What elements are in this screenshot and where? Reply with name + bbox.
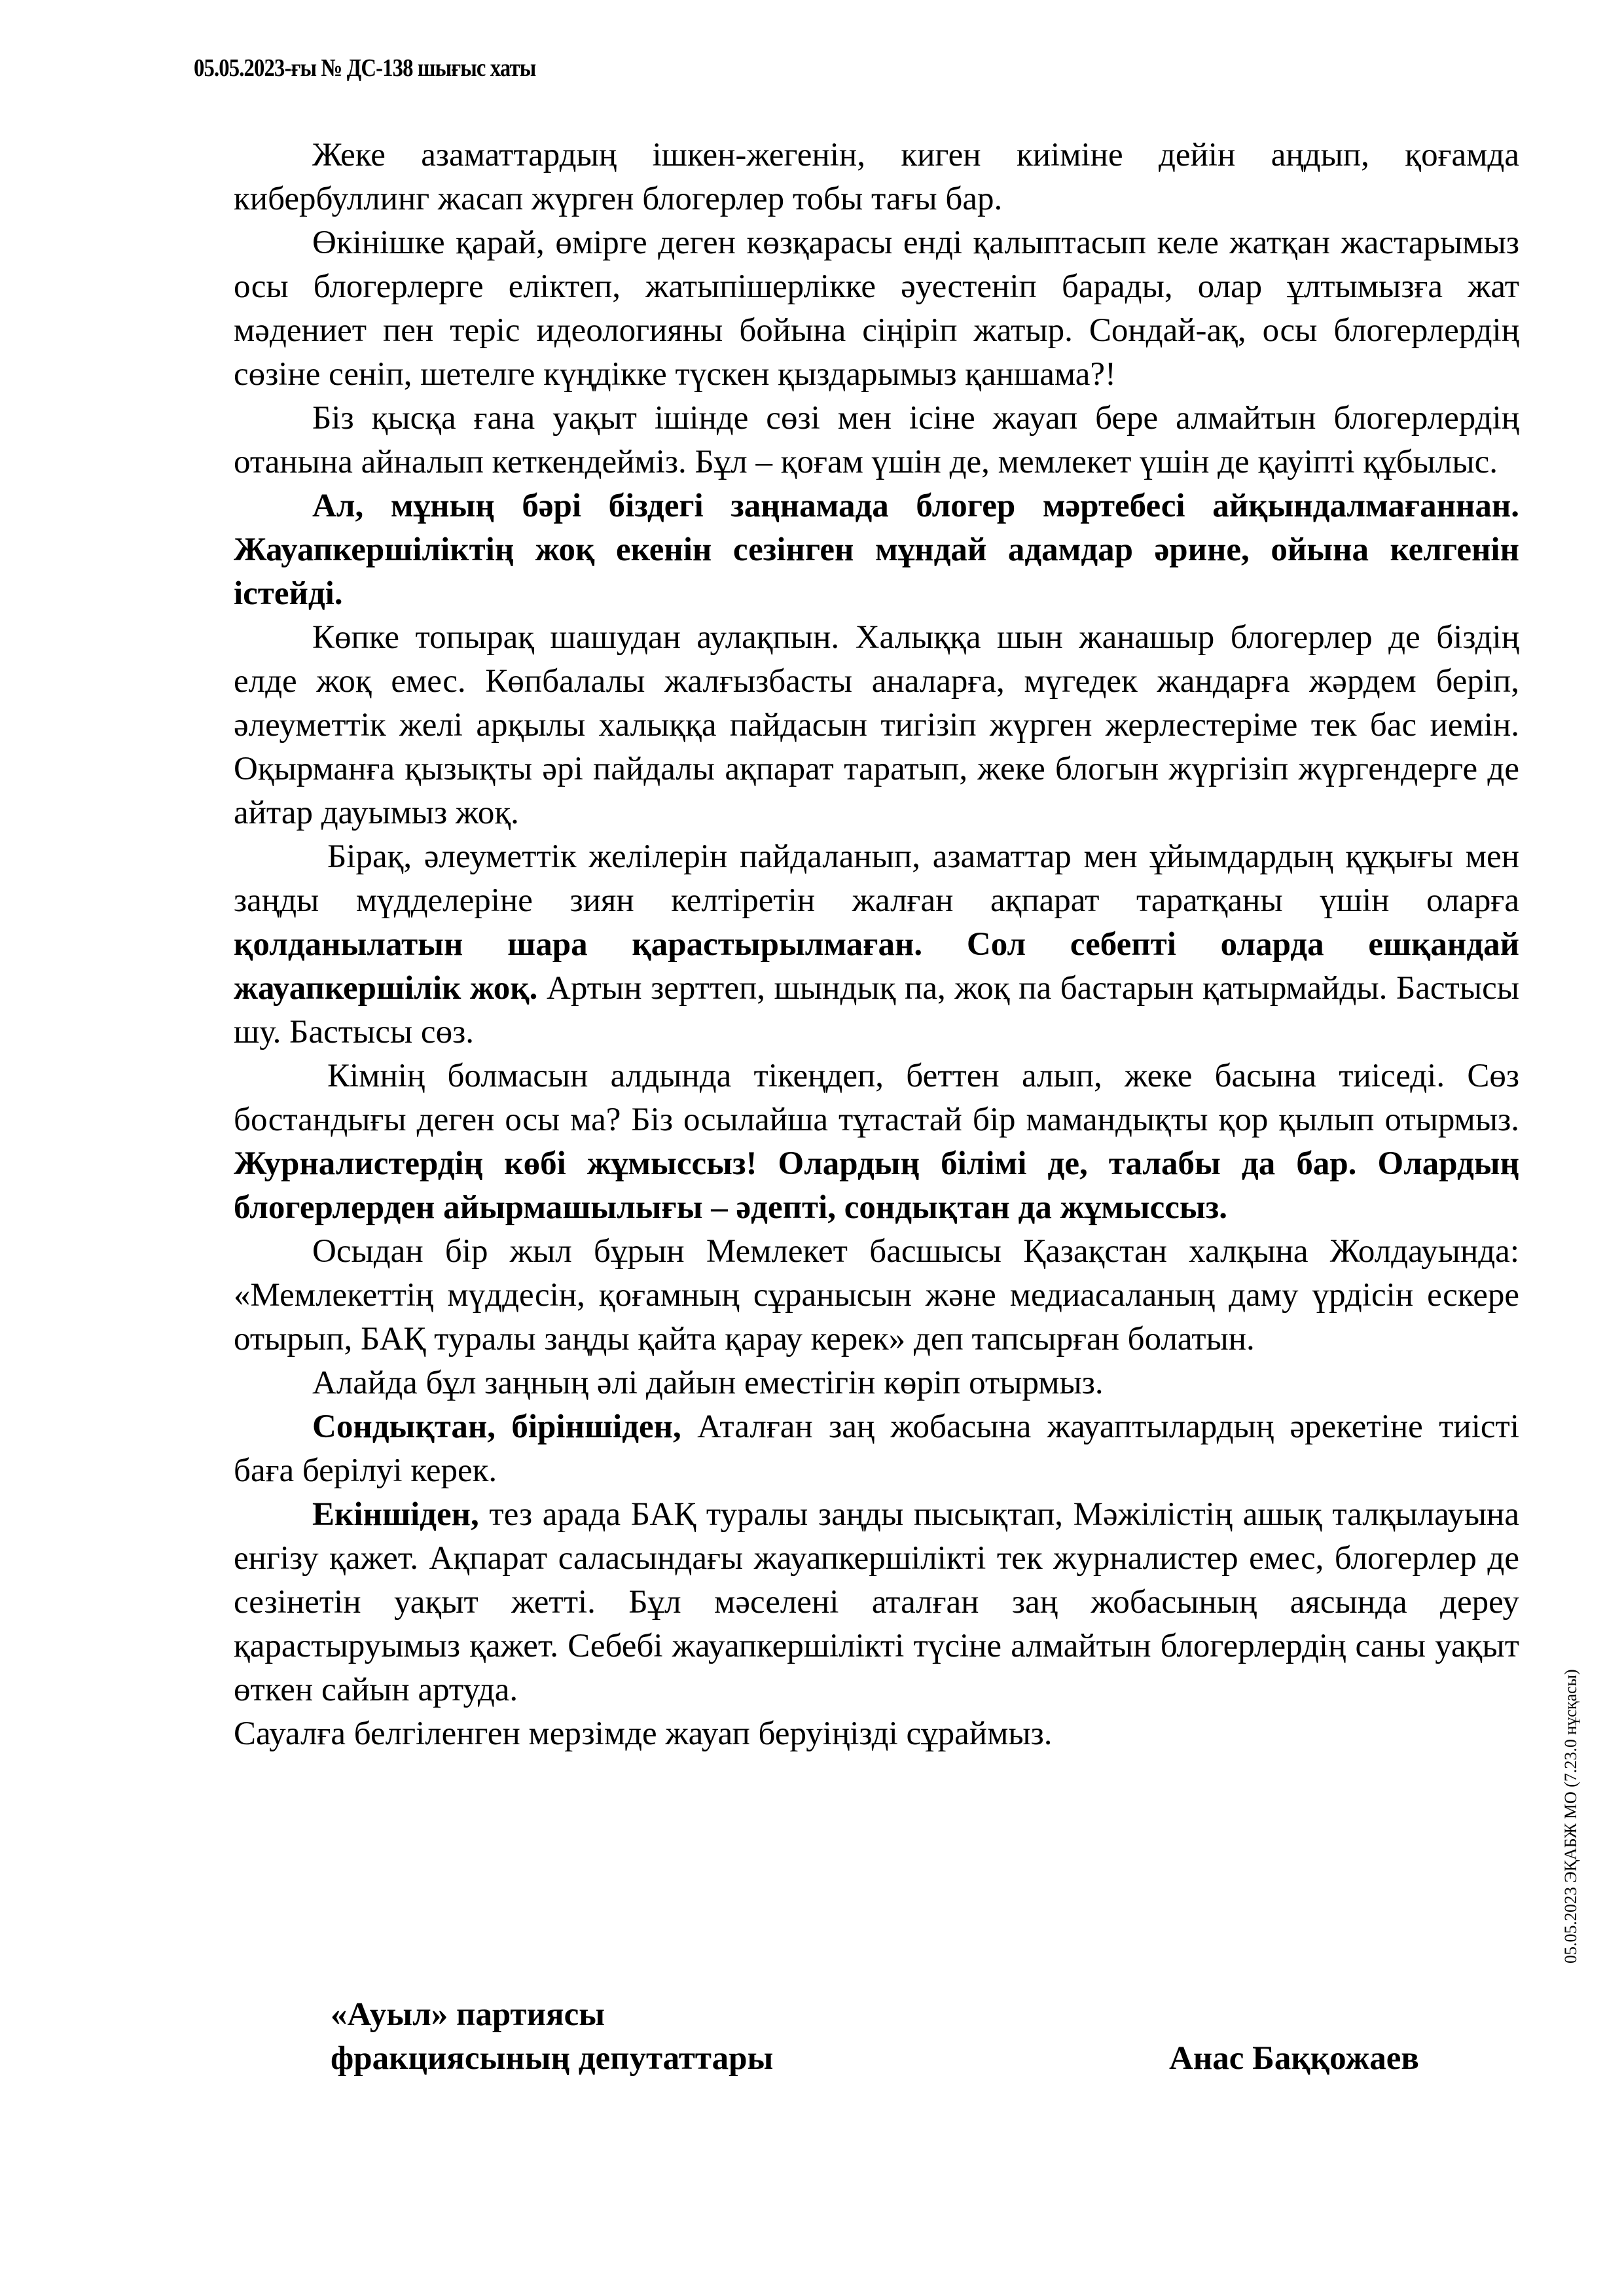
paragraph-first-demand-rest: Аталған заң жобасына жауаптылардың әрекетіне тиісті баға берілуі керек. — [234, 1408, 1519, 1489]
signature-party — [331, 1993, 773, 2081]
paragraph-false-information-start: Бірақ, әлеуметтік желілерін пайдаланып, азаматтар мен ұйымдардың құқығы мен заңды мүдделеріне зиян келтіретін жалған ақпарат таратқаны үшін оларға — [234, 838, 1519, 919]
paragraph-second-demand-rest: тез арада БАҚ туралы заңды пысықтап, Мәжілістің ашық талқылауына енгізу қажет. Ақпарат саласындағы жауапкершілікті тек журналистер емес, блогерлер де сезінетін уақыт жетті. Бұл мәселені аталған заң жобасының аясында дереу қарастыруымыз қажет. Себебі жауапкершілікті түсіне алмайтын блогерлердің саны уақыт өткен сайын артуда. — [234, 1496, 1519, 1708]
paragraph-presidential-address: Осыдан бір жыл бұрын Мемлекет басшысы Қазақстан халқына Жолдауында: «Мемлекеттің мүддесін, қоғамның сұранысын және медиасаланың даму үрдісін ескере отырып, БАҚ туралы заңды қайта қарау керек» деп тапсырған болатын. — [234, 1233, 1519, 1357]
letter-body — [234, 134, 1519, 1756]
paragraph-first-demand-bold: Сондықтан, біріншіден, — [312, 1408, 681, 1445]
paragraph-false-information-end: Артын зерттеп, шындық па, жоқ па бастарын қатырмайды. Бастысы шу. Бастысы сөз. — [234, 970, 1519, 1050]
paragraph-good-bloggers: Көпке топырақ шашудан аулақпын. Халыққа шын жанашыр блогерлер де біздің елде жоқ емес. Көпбалалы жалғызбасты аналарға, мүгедек жандарға жәрдем беріп, әлеуметтік желі арқылы халыққа пайдасын тигізіп жүрген жерлестеріме тек бас иемін. Оқырманға қызықты әрі пайдалы ақпарат таратып, жеке блогын жүргізіп жүргендерге де айтар дауымыз жоқ. — [234, 619, 1519, 831]
paragraph-law-not-ready: Алайда бұл заңның әлі дайын еместігін көріп отырмыз. — [312, 1365, 1104, 1401]
paragraph-blogger-status — [234, 484, 1519, 616]
signature-name: Анас Баққожаев — [1169, 2040, 1419, 2077]
paragraph-youth-influence: Өкінішке қарай, өмірге деген көзқарасы енді қалыптасып келе жатқан жастарымыз осы блогерлерге еліктеп, жатыпішерлікке әуестеніп барады, олар ұлтымызға жат мәдениет пен теріс идеологияны бойына сіңіріп жатыр. Сондай-ақ, осы блогерлердің сөзіне сеніп, шетелге күңдікке түскен қыздарымыз қаншама?! — [234, 224, 1519, 393]
paragraph-response-request: Сауалға белгіленген мерзімде жауап беруіңізді сұраймыз. — [234, 1715, 1053, 1752]
paragraph-false-information-bold: қолданылатын шара қарастырылмаған. Сол себепті оларда ешқандай жауапкершілік жоқ. — [234, 926, 1519, 1007]
document-reference-number: 05.05.2023-ғы № ДС-138 шығыс хаты — [194, 54, 536, 82]
paragraph-second-demand-bold: Екіншіден, — [312, 1496, 479, 1533]
paragraph-first-demand — [234, 1405, 1519, 1493]
paragraph-journalists-bold: Журналистердің көбі жұмыссыз! Олардың білімі де, талабы да бар. Олардың блогерлерден айырмашылығы – әдепті, сондықтан да жұмыссыз. — [234, 1145, 1519, 1226]
paragraph-blogger-status-bold: Ал, мұның бәрі біздегі заңнамада блогер мәртебесі айқындалмағаннан. Жауапкершіліктің жоқ екенін сезінген мұндай адамдар әрине, ойына келгенін істейді. — [234, 488, 1519, 612]
signature-party-line: «Ауыл» партиясы — [331, 1996, 605, 2033]
paragraph-cyberbullying: Жеке азаматтардың ішкен-жегенін, киген киіміне дейін аңдып, қоғамда кибербуллинг жасап жүрген блогерлер тобы тағы бар. — [234, 137, 1519, 217]
paragraph-second-demand — [234, 1493, 1519, 1712]
paragraph-journalists — [234, 1054, 1519, 1230]
paragraph-false-information — [234, 835, 1519, 1054]
paragraph-bloggers-homeland: Біз қысқа ғана уақыт ішінде сөзі мен ісіне жауап бере алмайтын блогерлердің отанына айналып кеткендейміз. Бұл – қоғам үшін де, мемлекет үшін де қауіпті құбылыс. — [234, 400, 1519, 480]
signature-faction-line: фракциясының депутаттары — [331, 2040, 774, 2077]
paragraph-journalists-start: Кімнің болмасын алдында тікеңдеп, беттен алып, жеке басына тиіседі. Сөз бостандығы деген осы ма? Біз осылайша тұтастай бір мамандықты қор қылып отырмыз. — [234, 1058, 1519, 1138]
signature-block — [0, 1993, 1624, 2098]
side-registration-stamp: 05.05.2023 ЭҚАБЖ МО (7.23.0 нұсқасы) — [1561, 1669, 1580, 1964]
